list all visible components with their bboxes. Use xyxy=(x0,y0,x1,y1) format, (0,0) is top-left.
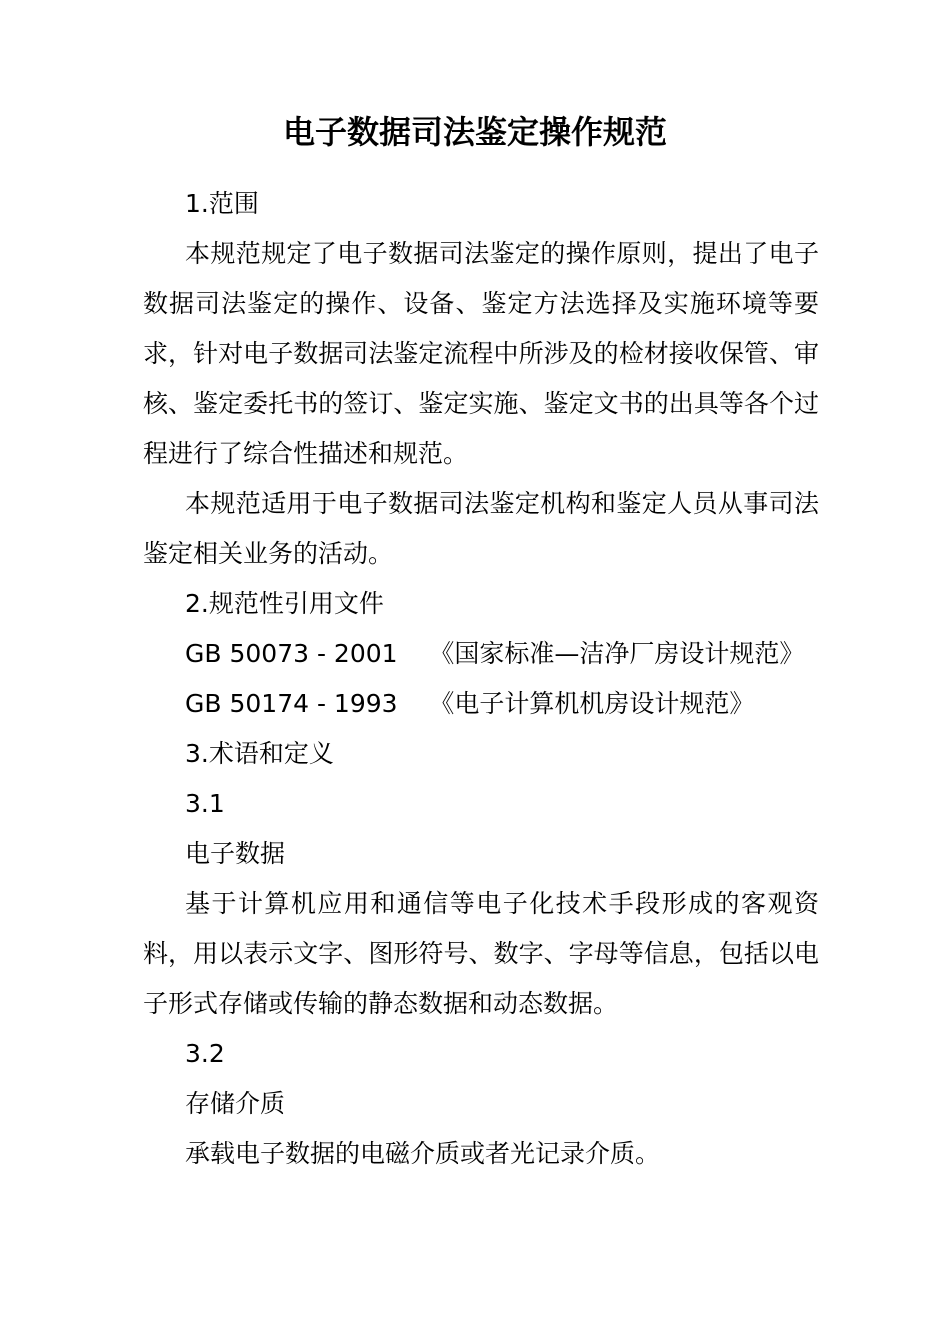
section-1-paragraph-1: 本规范规定了电子数据司法鉴定的操作原则，提出了电子数据司法鉴定的操作、设备、鉴定方法选择及实施环境等要求，针对电子数据司法鉴定流程中所涉及的检材接收保管、审核、鉴定委托书的签订、鉴定实施、鉴定文书的出具等各个过程进行了综合性描述和规范。 xyxy=(143,239,819,468)
section-1-paragraph-2: 本规范适用于电子数据司法鉴定机构和鉴定人员从事司法鉴定相关业务的活动。 xyxy=(143,489,819,568)
term-3-2-definition: 承载电子数据的电磁介质或者光记录介质。 xyxy=(185,1139,661,1168)
section-1-heading: 1.范围 xyxy=(185,189,259,218)
term-3-2-number: 3.2 xyxy=(185,1039,225,1068)
term-3-1-definition: 基于计算机应用和通信等电子化技术手段形成的客观资料，用以表示文字、图形符号、数字、字母等信息，包括以电子形式存储或传输的静态数据和动态数据。 xyxy=(143,889,819,1018)
reference-item-2: GB 50174 - 1993 《电子计算机机房设计规范》 xyxy=(185,689,755,718)
reference-item-1: GB 50073 - 2001 《国家标准—洁净厂房设计规范》 xyxy=(185,639,805,668)
section-2-heading: 2.规范性引用文件 xyxy=(185,589,384,618)
document-title: 电子数据司法鉴定操作规范 xyxy=(282,113,667,151)
term-3-2-name: 存储介质 xyxy=(185,1089,286,1118)
term-3-1-number: 3.1 xyxy=(185,789,225,818)
section-3-heading: 3.术语和定义 xyxy=(185,739,334,768)
term-3-1-name: 电子数据 xyxy=(185,839,286,868)
document-body xyxy=(143,179,819,1179)
